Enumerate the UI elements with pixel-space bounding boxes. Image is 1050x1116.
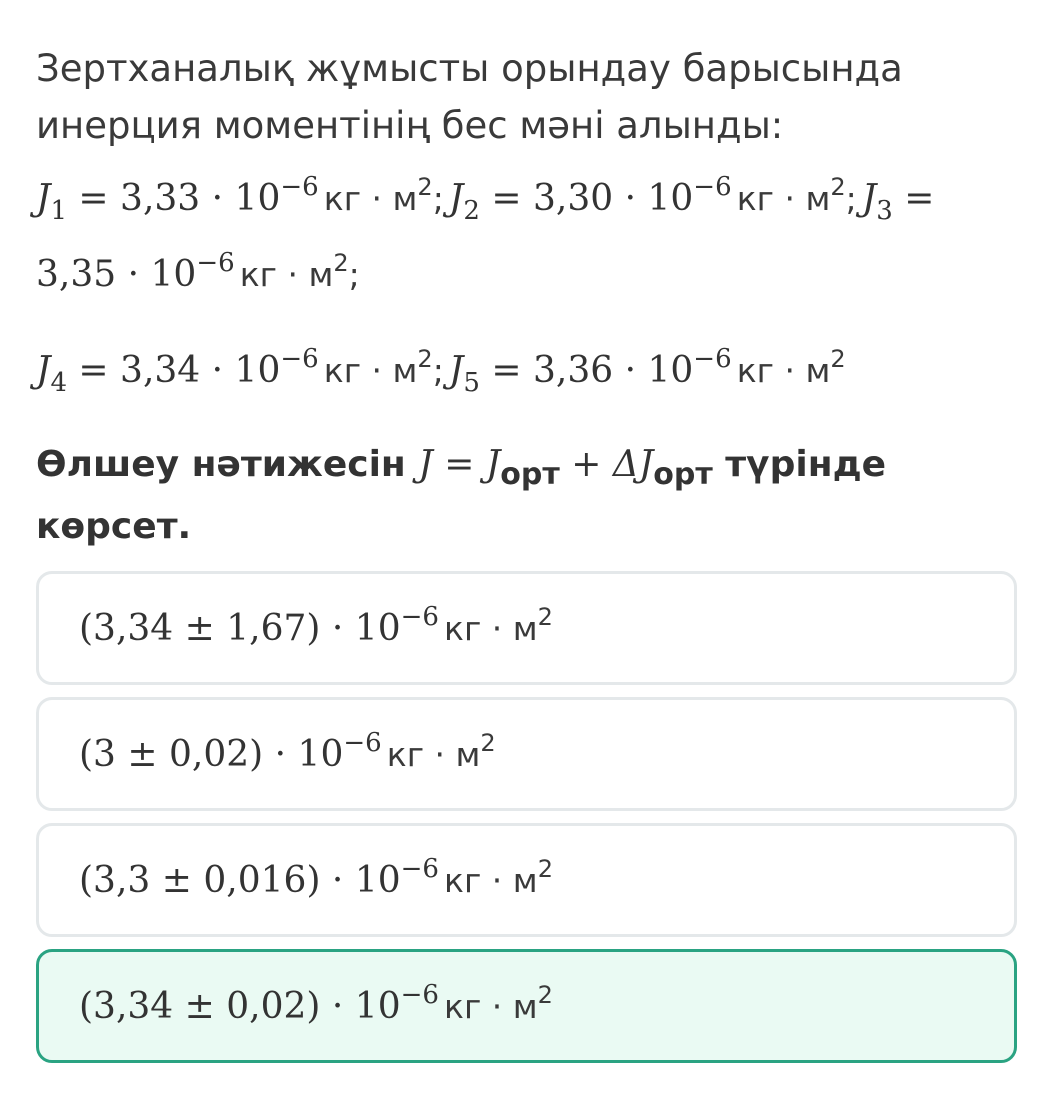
unit-j5: кг · $м^2$ bbox=[736, 345, 846, 390]
answer-options bbox=[36, 571, 1017, 1075]
answer-option-4-text: $(3,34 \pm 0,02) \cdot 10^{-6}$ кг · $м^2$ bbox=[79, 979, 553, 1027]
answer-option-4-selected[interactable] bbox=[36, 949, 1017, 1063]
measurement-j4: $J_4 = 3,34 \cdot 10^{-6}$ bbox=[36, 344, 319, 398]
answer-option-1-text: $(3,34 \pm 1,67) \cdot 10^{-6}$ кг · $м^2$ bbox=[79, 601, 553, 649]
question-intro bbox=[36, 40, 1016, 154]
measurement-j3-value: $3,35 \cdot 10^{-6}$ bbox=[36, 248, 235, 295]
instruction-end-2: көрсет. bbox=[36, 506, 192, 547]
answer-option-3[interactable] bbox=[36, 823, 1017, 937]
intro-line-1: Зертханалық жұмысты орындау барысында bbox=[36, 47, 903, 90]
unit-j3: кг · $м^2$; bbox=[239, 249, 360, 294]
result-formula: $J = J_{орт} + \Delta J_{орт}$ bbox=[418, 444, 713, 492]
instruction-start: Өлшеу нәтижесін bbox=[36, 444, 406, 485]
intro-line-2: инерция моментінің бес мәні алынды: bbox=[36, 104, 784, 147]
question-block bbox=[36, 40, 1016, 558]
measurements-line-3 bbox=[36, 336, 1016, 412]
measurements-lines-1-2 bbox=[36, 164, 1016, 316]
instruction-end: түрінде bbox=[725, 444, 887, 485]
unit-j4: кг · $м^2$; bbox=[323, 345, 444, 390]
measurement-j5: $J_5 = 3,36 \cdot 10^{-6}$ bbox=[448, 344, 732, 398]
answer-option-2-text: $(3 \pm 0,02) \cdot 10^{-6}$ кг · $м^2$ bbox=[79, 727, 496, 775]
answer-option-2[interactable] bbox=[36, 697, 1017, 811]
measurement-j3-symbol: $J_3$ = bbox=[861, 178, 935, 226]
unit-j2: кг · $м^2$; bbox=[736, 173, 857, 218]
answer-option-3-text: $(3,3 \pm 0,016) \cdot 10^{-6}$ кг · $м^2$ bbox=[79, 853, 553, 901]
answer-option-1[interactable] bbox=[36, 571, 1017, 685]
measurement-j2: $J_2 = 3,30 \cdot 10^{-6}$ bbox=[448, 172, 732, 226]
unit-j1: кг · $м^2$; bbox=[323, 173, 444, 218]
measurement-j1: $J_1 = 3,33 \cdot 10^{-6}$ bbox=[36, 172, 319, 226]
question-instruction bbox=[36, 434, 1016, 558]
